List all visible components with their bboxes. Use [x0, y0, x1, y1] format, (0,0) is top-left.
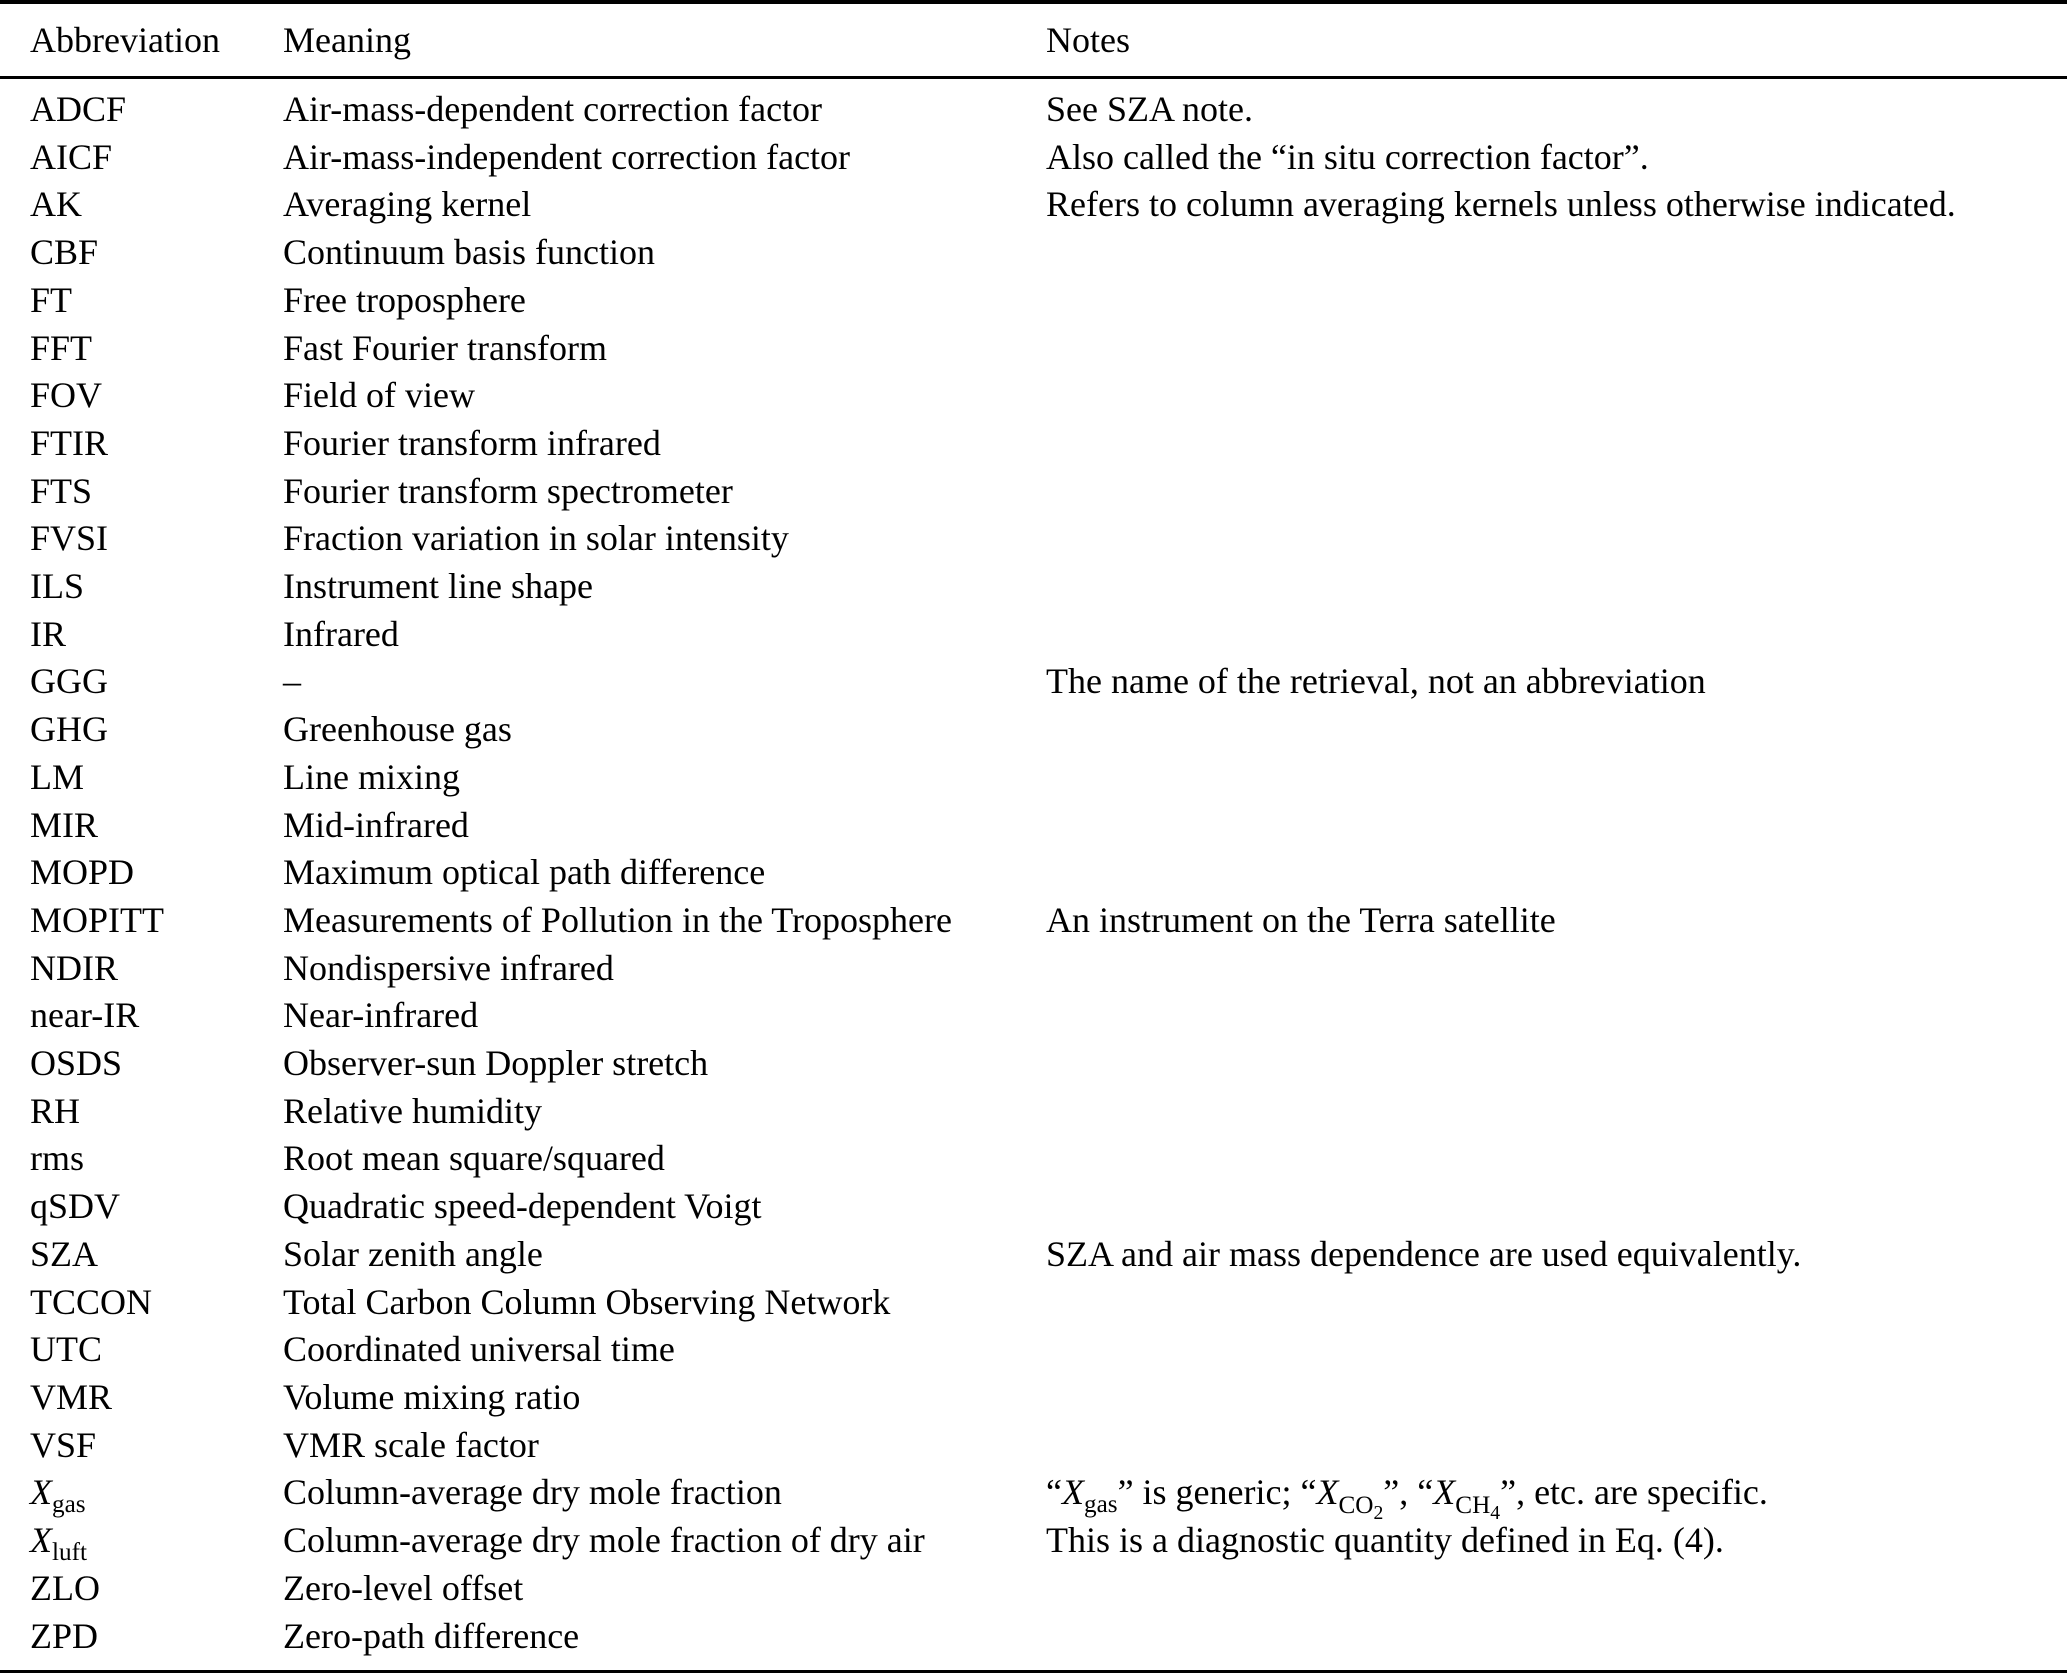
- meaning-cell: Coordinated universal time: [283, 1329, 675, 1370]
- abbreviation-cell: UTC: [30, 1329, 102, 1370]
- header-notes: Notes: [1046, 2, 2067, 78]
- abbreviation-cell: IR: [30, 613, 66, 654]
- table-row: [0, 611, 2067, 659]
- abbreviation-cell: ZLO: [30, 1567, 100, 1608]
- table-row: [0, 1326, 2067, 1374]
- header-abbreviation: Abbreviation: [0, 2, 283, 78]
- meaning-cell: Averaging kernel: [283, 184, 532, 225]
- notes-cell: [1046, 802, 2067, 850]
- abbreviation-cell: qSDV: [30, 1186, 121, 1227]
- meaning-cell: Zero-path difference: [283, 1615, 580, 1656]
- notes-cell: [1046, 277, 2067, 325]
- meaning-cell: Fourier transform spectrometer: [283, 470, 733, 511]
- abbreviation-cell: FOV: [30, 375, 103, 416]
- meaning-cell: Total Carbon Column Observing Network: [283, 1281, 891, 1322]
- meaning-cell: Observer-sun Doppler stretch: [283, 1043, 709, 1084]
- abbreviation-cell: AK: [30, 184, 82, 225]
- meaning-cell: Zero-level offset: [283, 1567, 524, 1608]
- meaning-cell: Instrument line shape: [283, 566, 593, 607]
- abbreviation-cell: FT: [30, 279, 73, 320]
- abbreviation-cell: $X_{luft}$: [30, 1520, 87, 1567]
- meaning-cell: Air-mass-dependent correction factor: [283, 89, 823, 129]
- notes-cell: [1046, 1135, 2067, 1183]
- abbreviation-cell: LM: [30, 756, 84, 797]
- abbreviation-cell: CBF: [30, 232, 99, 273]
- meaning-cell: Column-average dry mole fraction of dry air: [283, 1520, 925, 1561]
- table-row: [0, 515, 2067, 563]
- table-row: [0, 277, 2067, 325]
- notes-cell: [1046, 1422, 2067, 1470]
- meaning-cell: Greenhouse gas: [283, 709, 512, 750]
- table-body: [0, 78, 2067, 1672]
- notes-cell: [1046, 849, 2067, 897]
- header-meaning: Meaning: [283, 2, 1046, 78]
- table-row: [0, 420, 2067, 468]
- table-row: [0, 134, 2067, 182]
- meaning-cell: Quadratic speed-dependent Voigt: [283, 1186, 762, 1227]
- notes-cell: [1046, 945, 2067, 993]
- table-row: [0, 563, 2067, 611]
- notes-cell: “$X_{gas}$” is generic; “$X_{CO_2}$”, “$X_{CH_4}$”, etc. are specific.: [1046, 1472, 1768, 1524]
- table-row: [0, 992, 2067, 1040]
- meaning-cell: Root mean square/squared: [283, 1138, 665, 1179]
- notes-cell: [1046, 1183, 2067, 1231]
- table-header: [0, 2, 2067, 78]
- table-row: [0, 754, 2067, 802]
- header-row: [0, 2, 2067, 78]
- meaning-cell: Line mixing: [283, 756, 460, 797]
- table-row: [0, 1469, 2067, 1517]
- notes-cell: [1046, 1279, 2067, 1327]
- table-row: [0, 945, 2067, 993]
- abbreviation-cell: near-IR: [30, 995, 140, 1036]
- table-row: [0, 802, 2067, 850]
- notes-cell: [1046, 468, 2067, 516]
- notes-cell: [1046, 754, 2067, 802]
- table-row: [0, 658, 2067, 706]
- abbreviation-cell: SZA: [30, 1233, 99, 1274]
- abbreviation-cell: FTS: [30, 470, 93, 511]
- abbreviation-cell: MOPITT: [30, 899, 164, 940]
- table-row: [0, 1517, 2067, 1565]
- meaning-cell: Continuum basis function: [283, 232, 655, 273]
- notes-cell: [1046, 372, 2067, 420]
- table-row: [0, 1613, 2067, 1672]
- abbreviation-cell: ZPD: [30, 1615, 99, 1656]
- meaning-cell: Infrared: [283, 613, 399, 654]
- table-row: [0, 229, 2067, 277]
- table-row: [0, 1088, 2067, 1136]
- meaning-cell: Field of view: [283, 375, 475, 416]
- notes-cell: [1046, 563, 2067, 611]
- abbreviation-cell: AICF: [30, 136, 113, 177]
- notes-cell: [1046, 1040, 2067, 1088]
- abbreviation-cell: GHG: [30, 709, 108, 750]
- notes-cell: [1046, 1374, 2067, 1422]
- meaning-cell: Fast Fourier transform: [283, 327, 607, 368]
- meaning-cell: Relative humidity: [283, 1090, 542, 1131]
- notes-cell: SZA and air mass dependence are used equivalently.: [1046, 1233, 1802, 1274]
- meaning-cell: Column-average dry mole fraction: [283, 1472, 782, 1513]
- table-row: [0, 1565, 2067, 1613]
- table-row: [0, 372, 2067, 420]
- meaning-cell: Measurements of Pollution in the Troposphere: [283, 899, 952, 940]
- abbreviation-cell: rms: [30, 1138, 84, 1179]
- table-row: [0, 1374, 2067, 1422]
- notes-cell: An instrument on the Terra satellite: [1046, 899, 1556, 940]
- meaning-cell: Solar zenith angle: [283, 1233, 543, 1274]
- notes-cell: The name of the retrieval, not an abbreviation: [1046, 661, 1706, 702]
- table-row: [0, 1183, 2067, 1231]
- abbreviation-cell: FFT: [30, 327, 93, 368]
- abbreviation-cell: VSF: [30, 1424, 97, 1465]
- meaning-cell: Near-infrared: [283, 995, 479, 1036]
- notes-cell: [1046, 325, 2067, 373]
- meaning-cell: Volume mixing ratio: [283, 1376, 581, 1417]
- notes-cell: [1046, 420, 2067, 468]
- table-row: [0, 849, 2067, 897]
- abbreviation-cell: GGG: [30, 661, 108, 702]
- notes-cell: See SZA note.: [1046, 89, 1253, 129]
- notes-cell: [1046, 611, 2067, 659]
- table-row: [0, 1422, 2067, 1470]
- meaning-cell: –: [283, 661, 301, 702]
- abbreviation-cell: MOPD: [30, 852, 135, 893]
- table-row: [0, 78, 2067, 134]
- meaning-cell: Fraction variation in solar intensity: [283, 518, 789, 559]
- table-row: [0, 1279, 2067, 1327]
- meaning-cell: Maximum optical path difference: [283, 852, 766, 893]
- notes-cell: [1046, 1613, 2067, 1672]
- abbreviation-cell: OSDS: [30, 1043, 123, 1084]
- notes-cell: [1046, 1565, 2067, 1613]
- notes-cell: This is a diagnostic quantity defined in Eq. (4).: [1046, 1520, 1724, 1561]
- table-row: [0, 897, 2067, 945]
- notes-cell: [1046, 229, 2067, 277]
- notes-cell: [1046, 706, 2067, 754]
- abbreviation-cell: ADCF: [30, 89, 127, 129]
- abbreviation-cell: FVSI: [30, 518, 109, 559]
- abbreviation-cell: RH: [30, 1090, 81, 1131]
- abbreviation-cell: ILS: [30, 566, 84, 607]
- table-row: [0, 325, 2067, 373]
- meaning-cell: Air-mass-independent correction factor: [283, 136, 851, 177]
- abbreviation-cell: MIR: [30, 804, 99, 845]
- notes-cell: [1046, 992, 2067, 1040]
- meaning-cell: Mid-infrared: [283, 804, 469, 845]
- meaning-cell: VMR scale factor: [283, 1424, 539, 1465]
- abbreviation-cell: FTIR: [30, 422, 109, 463]
- meaning-cell: Nondispersive infrared: [283, 947, 614, 988]
- notes-cell: [1046, 1088, 2067, 1136]
- table-row: [0, 468, 2067, 516]
- abbreviation-cell: $X_{gas}$: [30, 1472, 86, 1519]
- table-row: [0, 1040, 2067, 1088]
- abbreviation-cell: TCCON: [30, 1281, 153, 1322]
- table-row: [0, 181, 2067, 229]
- notes-cell: Also called the “in situ correction factor”.: [1046, 136, 1649, 177]
- notes-cell: [1046, 1326, 2067, 1374]
- notes-cell: Refers to column averaging kernels unless otherwise indicated.: [1046, 184, 1956, 225]
- abbreviation-cell: NDIR: [30, 947, 118, 988]
- notes-cell: [1046, 515, 2067, 563]
- meaning-cell: Fourier transform infrared: [283, 422, 661, 463]
- table-row: [0, 1231, 2067, 1279]
- meaning-cell: Free troposphere: [283, 279, 526, 320]
- table-row: [0, 706, 2067, 754]
- table-row: [0, 1135, 2067, 1183]
- abbreviation-cell: VMR: [30, 1376, 113, 1417]
